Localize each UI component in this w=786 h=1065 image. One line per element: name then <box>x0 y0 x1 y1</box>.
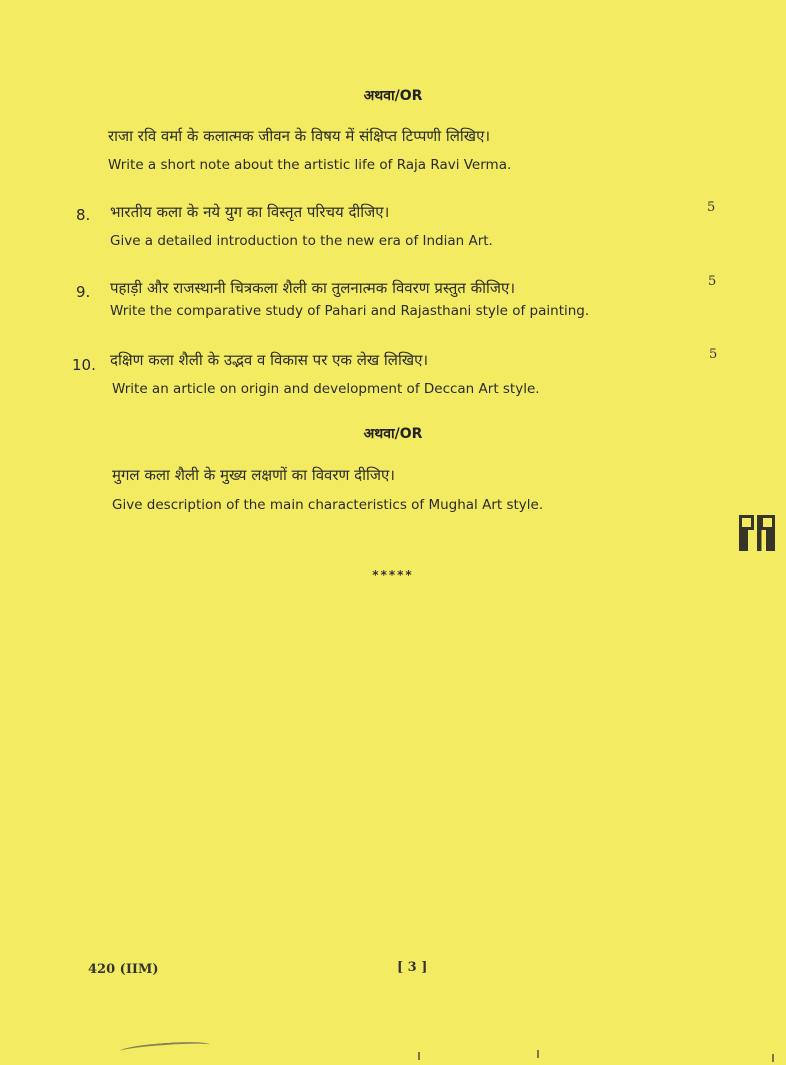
paper-code: 420 (IIM) <box>88 962 159 977</box>
alt-question-10-english: Give description of the main characteristics of Mughal Art style. <box>112 497 544 513</box>
or-divider-2: अथवा/OR <box>363 426 423 442</box>
pen-mark <box>772 1054 774 1062</box>
page-number: [ 3 ] <box>397 960 428 975</box>
question-8-number: 8. <box>76 206 91 224</box>
end-of-paper-marker: ***** <box>372 568 414 582</box>
question-9-marks: 5 <box>708 274 717 289</box>
pen-mark <box>418 1052 420 1060</box>
or-divider-1: अथवा/OR <box>363 88 423 104</box>
question-10-number: 10. <box>72 356 96 374</box>
qr-code-icon <box>739 515 775 551</box>
question-9-number: 9. <box>76 283 91 301</box>
question-8-hindi: भारतीय कला के नये युग का विस्तृत परिचय दीजिए। <box>110 203 390 221</box>
question-10-marks: 5 <box>709 347 718 362</box>
question-10-english: Write an article on origin and development of Deccan Art style. <box>112 381 540 397</box>
alt-question-7-hindi: राजा रवि वर्मा के कलात्मक जीवन के विषय में संक्षिप्त टिप्पणी लिखिए। <box>108 127 491 145</box>
pen-scribble <box>120 1040 210 1056</box>
alt-question-7-english: Write a short note about the artistic life of Raja Ravi Verma. <box>108 157 512 173</box>
question-10-hindi: दक्षिण कला शैली के उद्भव व विकास पर एक लेख लिखिए। <box>110 351 429 369</box>
question-9-english: Write the comparative study of Pahari and Rajasthani style of painting. <box>110 303 590 319</box>
question-8-english: Give a detailed introduction to the new era of Indian Art. <box>110 233 493 249</box>
question-9-hindi: पहाड़ी और राजस्थानी चित्रकला शैली का तुलनात्मक विवरण प्रस्तुत कीजिए। <box>110 279 516 297</box>
pen-mark <box>537 1050 539 1058</box>
question-8-marks: 5 <box>707 200 716 215</box>
alt-question-10-hindi: मुगल कला शैली के मुख्य लक्षणों का विवरण दीजिए। <box>112 466 395 484</box>
